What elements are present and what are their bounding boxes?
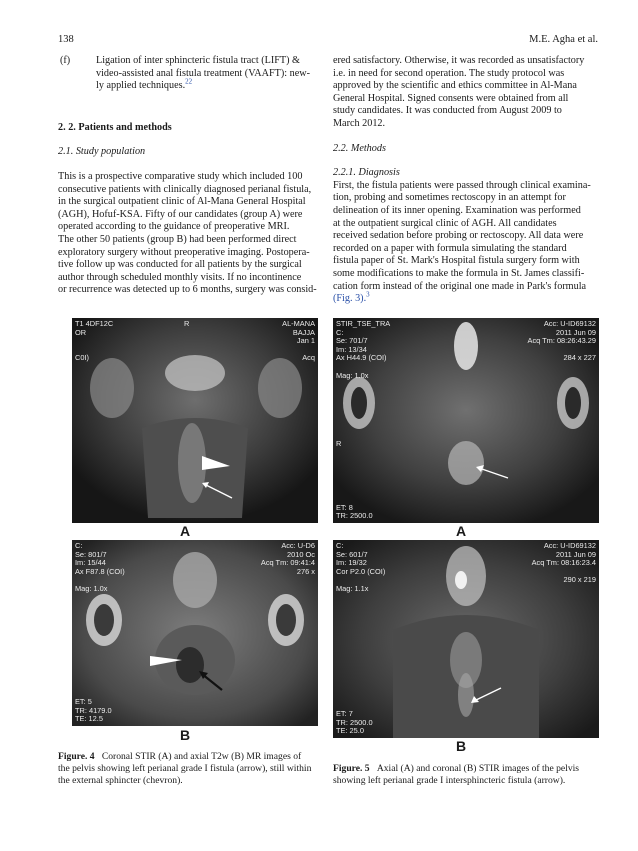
section-title: 2. 2. Patients and methods — [58, 121, 172, 133]
text-line: fistula paper of St. Mark's Hospital fistula surgery form with — [333, 255, 580, 267]
text-line: tive follow up was conducted for all patients by the surgical — [58, 259, 302, 271]
scan-overlay-text: T1 4DF12C OR C0I) — [75, 319, 114, 363]
text-line: i.e. in need for second operation. The study protocol was — [333, 67, 565, 79]
scan-overlay-text: STIR_TSE_TRA C: Se: 701/7 Im: 13/34 Ax H44.9 (COI) Mag: 1.0x R — [336, 319, 391, 449]
scan-overlay-text: C: Se: 601/7 Im: 19/32 Cor P2.0 (COI) Mag: 1.1x — [336, 541, 386, 593]
subsubsection-title: 2.2.1. Diagnosis — [333, 167, 400, 179]
scan-overlay-text: ET: 8 TR: 2500.0 — [336, 502, 373, 521]
text-line: study candidates. It was conducted from August 2009 to — [333, 105, 562, 117]
text-line: exploratory surgery without preoperative imaging. Postopera- — [58, 246, 310, 258]
subsection-title: 2.1. Study population — [58, 146, 146, 158]
text-line: tion, probing and sometimes rectoscopy in an attempt for — [333, 192, 566, 204]
caption-line: Coronal STIR (A) and axial T2w (B) MR images of — [101, 751, 302, 762]
text-line: First, the fistula patients were passed through clinical examina- — [333, 179, 591, 191]
paragraph — [58, 171, 324, 297]
scan-overlay-text: Acc: U-D6 2010 Oc Acq Tm: 09:41:4 276 x — [260, 541, 315, 576]
text-line: The other 50 patients (group B) had been performed direct — [58, 233, 297, 245]
caption-line: Axial (A) and coronal (B) STIR images of the pelvis — [376, 763, 580, 774]
list-item-label: (f) — [60, 55, 71, 66]
caption-label: Figure. 5 — [333, 763, 370, 774]
panel-label: A — [180, 523, 191, 539]
list-item-line: video-assisted anal fistula treatment (VAAFT): new- — [96, 67, 310, 79]
paragraph — [333, 55, 599, 131]
text-line: ered satisfactory. Otherwise, it was recorded as unsatisfactory — [333, 55, 585, 66]
figure5-panel-a-image — [333, 318, 599, 523]
list-item-line: Ligation of inter sphincteric fistula tract (LIFT) & — [96, 55, 300, 66]
panel-label: B — [456, 738, 467, 754]
caption-line: the external sphincter (chevron). — [58, 774, 183, 786]
scan-overlay-text: Acc: U-ID69132 2011 Jun 09 Acq Tm: 08:26:43.29 284 x 227 — [527, 319, 596, 363]
scan-overlay-text: ET: 7 TR: 2500.0 TE: 25.0 — [336, 709, 373, 736]
text-line: consecutive patients with clinically diagnosed perianal fistula, — [58, 183, 312, 195]
text-line: or recurrence was detected up to 6 months, surgery was consid- — [58, 284, 317, 296]
text-line: March 2012. — [333, 117, 386, 129]
figure5-caption — [333, 763, 599, 787]
text-line: at the outpatient surgical clinic of AGH. All candidates — [333, 217, 557, 229]
page-number: 138 — [58, 34, 74, 45]
text-line: operated according to the guidance of preoperative MRI. — [58, 221, 290, 233]
subsection-title: 2.2. Methods — [333, 142, 386, 154]
paragraph — [333, 180, 599, 306]
text-line: delineation of its inner opening. Examination was performed — [333, 204, 581, 216]
figure5-panel-b-image — [333, 540, 599, 738]
text-line: in the surgical outpatient clinic of Al-Mana General Hospital — [58, 196, 306, 208]
panel-label: A — [456, 523, 467, 539]
scan-overlay-text: ET: 5 TR: 4179.0 TE: 12.5 — [75, 697, 112, 724]
scan-overlay-text: R — [184, 319, 190, 328]
text-line: General Hospital. Signed consents were obtained from all — [333, 92, 569, 104]
text-line: some modifications to make the formula in St. James classifi- — [333, 267, 585, 279]
caption-line: showing left perianal grade I intersphincteric fistula (arrow). — [333, 774, 566, 786]
text-line: approved by the scientific and ethics committee in Al-Mana — [333, 80, 577, 92]
citation-link[interactable]: 22 — [185, 77, 193, 86]
figure4-panel-b-image — [72, 540, 318, 726]
caption-line: the pelvis showing left perianal grade I fistula (arrow), still within — [58, 762, 312, 774]
scan-overlay-text: C: Se: 801/7 Im: 15/44 Ax F87.8 (COI) Mag: 1.0x — [75, 541, 125, 593]
text-line: received sedation before probing or rectoscopy. All data were — [333, 230, 584, 242]
scan-overlay-text: Acc: U-ID69132 2011 Jun 09 Acq Tm: 08:16:23.4 290 x 219 — [531, 541, 596, 585]
right-column — [333, 55, 599, 306]
left-column — [58, 55, 324, 297]
text-line: recorded on a paper with formula simulating the standard — [333, 242, 567, 254]
figure4-panel-a-image — [72, 318, 318, 523]
text-line: author through scheduled monthly visits. If no incontinence — [58, 271, 302, 283]
figure4-caption — [58, 751, 320, 786]
caption-label: Figure. 4 — [58, 751, 95, 762]
text-line: This is a prospective comparative study which included 100 — [58, 170, 303, 182]
citation-link[interactable]: 3 — [366, 290, 370, 299]
scan-overlay-text: AL-MANA BAJJA Jan 1 Acq — [282, 319, 315, 363]
text-line: cation form instead of the original one made in Park's formula — [333, 280, 587, 292]
text-line: (AGH), Hofuf-KSA. Fifty of our candidates (group A) were — [58, 208, 303, 220]
panel-label: B — [180, 727, 191, 743]
running-author: M.E. Agha et al. — [529, 34, 598, 45]
list-item-line: ly applied techniques. — [96, 80, 186, 92]
list-item-f — [58, 55, 324, 93]
figure-reference-link[interactable]: (Fig. 3). — [333, 293, 367, 305]
